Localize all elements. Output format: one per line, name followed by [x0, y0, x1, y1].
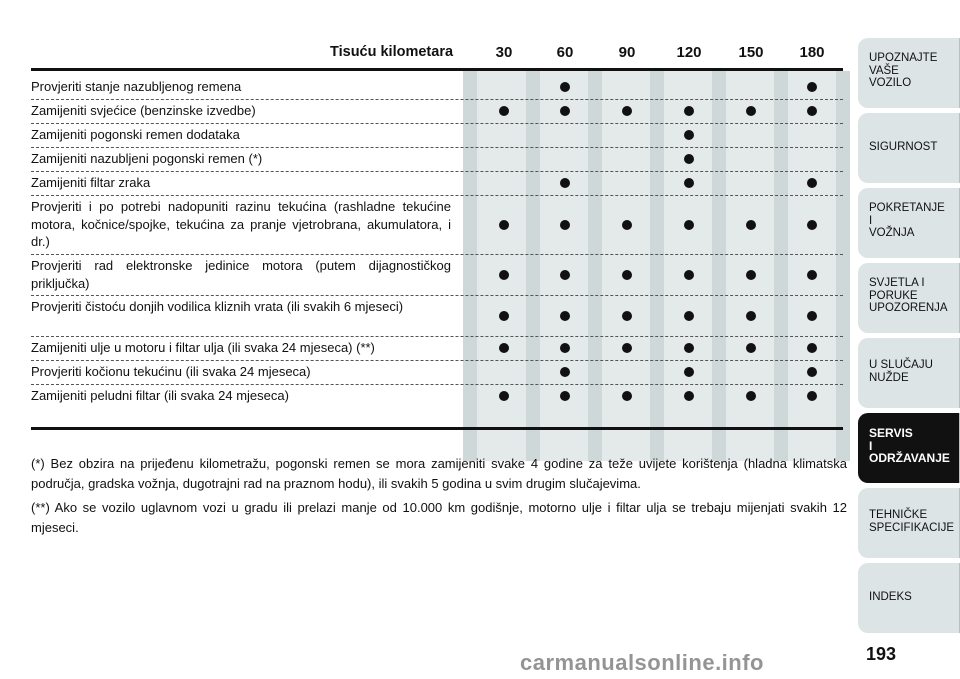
chapter-tab[interactable] — [858, 188, 960, 258]
interval-dot — [807, 220, 817, 230]
table-row — [31, 123, 843, 147]
interval-dot — [684, 178, 694, 188]
interval-dot — [807, 270, 817, 280]
footnotes — [31, 454, 847, 542]
interval-dot — [499, 311, 509, 321]
chapter-tab-label: SPECIFIKACIJE — [869, 521, 954, 534]
table-bottom-rule — [31, 427, 843, 430]
table-row — [31, 99, 843, 123]
row-label: Zamijeniti nazubljeni pogonski remen (*) — [31, 151, 263, 166]
chapter-tab-label: VAŠE — [869, 64, 899, 77]
table-row — [31, 147, 843, 171]
row-label: Provjeriti rad elektronske jedinice motora (putem dijagnostičkog priključka) — [31, 258, 451, 291]
table-header-label: Tisuću kilometara — [330, 44, 454, 60]
chapter-tab-label: ODRŽAVANJE — [869, 451, 950, 465]
footnote-2: (**) Ako se vozilo uglavnom vozi u gradu ili prelazi manje od 10.000 km godišnje, motorno ulje i filtar ulja se trebaju mijenjati svakih 12 mjeseci. — [31, 500, 847, 535]
table-row — [31, 360, 843, 384]
table-top-rule — [31, 68, 843, 71]
chapter-tab-label: I — [869, 214, 873, 227]
table-row — [31, 75, 843, 99]
interval-dot — [499, 220, 509, 230]
chapter-tab[interactable] — [858, 488, 960, 558]
interval-dot — [560, 270, 570, 280]
row-label: Zamijeniti ulje u motoru i filtar ulja (ili svaka 24 mjeseca) (**) — [31, 340, 375, 355]
interval-dot — [746, 391, 756, 401]
interval-dot — [684, 311, 694, 321]
chapter-tab[interactable] — [858, 263, 960, 333]
maintenance-table — [31, 38, 847, 431]
interval-dot — [807, 106, 817, 116]
column-header-120: 120 — [676, 44, 702, 61]
interval-dot — [746, 106, 756, 116]
column-header-90: 90 — [618, 44, 636, 61]
interval-dot — [684, 106, 694, 116]
chapter-tab-label: NUŽDE — [869, 371, 909, 384]
interval-dot — [622, 220, 632, 230]
chapter-tab-label: SERVIS — [869, 426, 913, 440]
interval-dot — [622, 106, 632, 116]
row-label: Zamijeniti svjećice (benzinske izvedbe) — [31, 103, 256, 118]
chapter-tab-label: UPOZNAJTE — [869, 52, 938, 64]
interval-dot — [746, 343, 756, 353]
chapter-tab-label: I — [869, 438, 873, 453]
interval-dot — [684, 270, 694, 280]
interval-dot — [746, 220, 756, 230]
interval-dot — [499, 343, 509, 353]
chapter-tab-label: TEHNIČKE — [869, 509, 928, 521]
chapter-tab-label: PORUKE — [869, 289, 918, 302]
chapter-tab[interactable] — [858, 338, 960, 408]
chapter-tab-label: INDEKS — [869, 591, 912, 603]
interval-dot — [807, 343, 817, 353]
table-row — [31, 336, 843, 360]
interval-dot — [560, 220, 570, 230]
chapter-tab-label: POKRETANJE — [869, 202, 945, 214]
row-label: Zamijeniti filtar zraka — [31, 175, 151, 190]
interval-dot — [807, 367, 817, 377]
table-row — [31, 171, 843, 195]
chapter-tab-label: VOZILO — [869, 77, 912, 89]
chapter-tab[interactable] — [858, 113, 960, 183]
interval-dot — [622, 270, 632, 280]
chapter-tab[interactable] — [858, 38, 960, 108]
chapter-tab-label: U SLUČAJU — [869, 359, 933, 371]
row-label: Provjeriti kočionu tekućinu (ili svaka 24 mjeseca) — [31, 364, 311, 379]
row-label: Zamijeniti pogonski remen dodataka — [31, 127, 240, 142]
row-label: Provjeriti čistoću donjih vodilica kliznih vrata (ili svakih 6 mjeseci) — [31, 299, 404, 314]
interval-dot — [560, 311, 570, 321]
chapter-tab-label: SIGURNOST — [869, 141, 938, 153]
footnote-1: (*) Bez obzira na prijeđenu kilometražu, pogonski remen se mora zamijeniti svake 4 godine za teže uvijete korištenja (hladna klimatska područja, gradska vožnja, dugotrajni rad na praznom hodu), ili svakih 5 godina u svim drugim slučajevima. — [31, 456, 847, 491]
interval-dot — [807, 391, 817, 401]
interval-dot — [499, 270, 509, 280]
interval-dot — [684, 367, 694, 377]
interval-dot — [746, 270, 756, 280]
interval-dot — [746, 311, 756, 321]
row-label: Zamijeniti peludni filtar (ili svaka 24 mjeseca) — [31, 388, 289, 403]
interval-dot — [560, 106, 570, 116]
interval-dot — [499, 391, 509, 401]
chapter-tab-label: UPOZORENJA — [869, 302, 948, 314]
column-header-60: 60 — [556, 44, 574, 61]
interval-dot — [560, 178, 570, 188]
chapter-tab-label: SVJETLA I — [869, 277, 925, 289]
interval-dot — [560, 391, 570, 401]
column-header-150: 150 — [738, 44, 764, 61]
interval-dot — [807, 82, 817, 92]
table-row — [31, 295, 843, 336]
page-number: 193 — [866, 644, 897, 664]
column-header-30: 30 — [495, 44, 513, 61]
interval-dot — [807, 311, 817, 321]
interval-dot — [622, 391, 632, 401]
interval-dot — [622, 343, 632, 353]
interval-dot — [560, 82, 570, 92]
row-label: Provjeriti stanje nazubljenog remena — [31, 79, 242, 94]
table-row — [31, 384, 843, 408]
interval-dot — [499, 106, 509, 116]
watermark: carmanualsonline.info — [520, 650, 764, 675]
table-row — [31, 195, 843, 254]
interval-dot — [560, 367, 570, 377]
chapter-tab[interactable] — [858, 563, 960, 633]
chapter-tab[interactable] — [858, 413, 960, 483]
chapter-tab-label: VOŽNJA — [869, 227, 915, 239]
interval-dot — [807, 178, 817, 188]
interval-dot — [560, 343, 570, 353]
column-header-180: 180 — [799, 44, 825, 61]
table-row — [31, 254, 843, 295]
interval-dot — [684, 130, 694, 140]
interval-dot — [684, 343, 694, 353]
interval-dot — [622, 311, 632, 321]
row-label: Provjeriti i po potrebi nadopuniti razinu tekućina (rashladne tekućine motora, kočnice/spojke, tekućina za pranje vjetrobrana, akumulatora, i dr.) — [31, 199, 451, 249]
interval-dot — [684, 154, 694, 164]
interval-dot — [684, 391, 694, 401]
interval-dot — [684, 220, 694, 230]
